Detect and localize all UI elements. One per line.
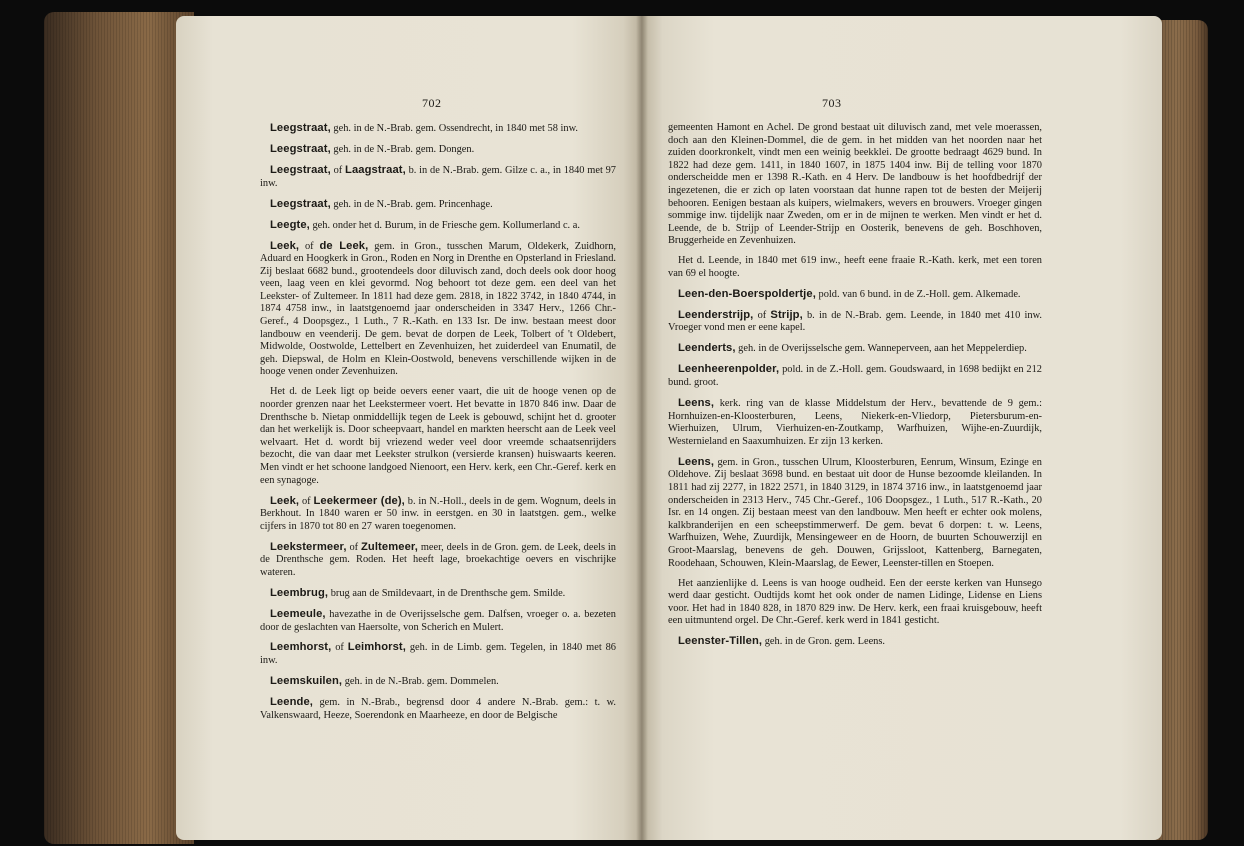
dictionary-entry	[260, 122, 616, 136]
entry-headword: Leen-den-Boerspoldertje,	[678, 287, 816, 300]
entry-text: gem. in Gron., tusschen Ulrum, Kloosterburen, Eenrum, Winsum, Ezinge en Oldehove. Zij beslaat 3698 bund. en bestaat uit door de Hunse bezoomde kleilanden. In 1811 had zij 2277, in 1822 2571, in 1840 3129, in 1874 3716 inw., in laatstgenoemd jaar onderscheiden in 2313 Herv., 745 Chr.-Geref., 106 Doopsgez., 1 Luth., 517 R.-Kath., 20 Isr. en 14 ongen. Zij bestaan meest van den landbouw. Men heeft er echter ook molens, kalkbranderijen en een scheepstimmerwerf. De gem. bevat 6 dorpen: t. w. Leens, Warfhuizen, Wehe, Zuurdijk, Mensingeweer en de Hoorn, de buurten Schouwerzijl en Groot-Maarslag, benevens de geh. Douwen, Grijssloot, Kattenberg, Barnegaten, Roodehaan, Schouwen, Klein-Maarslag, de Eewer, Leenster-tillen en Stoepen.	[668, 456, 1042, 569]
book-gutter	[636, 16, 648, 840]
dictionary-entry	[260, 219, 616, 233]
entry-headword: Leegstraat,	[270, 122, 331, 134]
entry-headword: Leekstermeer,	[270, 540, 347, 553]
entry-headword: Leegte,	[270, 218, 310, 231]
dictionary-entry	[260, 675, 616, 689]
entry-headword: Leemhorst,	[270, 641, 332, 654]
entry-headword: de Leek,	[319, 239, 369, 252]
entry-headword: Leegstraat,	[270, 142, 331, 155]
page-text	[260, 122, 616, 730]
entry-headword: Leekermeer (de),	[313, 494, 405, 507]
left-page-edges	[44, 12, 194, 844]
entry-headword: Leende,	[270, 696, 313, 709]
dictionary-entry	[668, 342, 1042, 356]
dictionary-entry	[668, 578, 1042, 628]
dictionary-entry	[260, 164, 616, 190]
dictionary-entry	[668, 288, 1042, 302]
entry-text: geh. in de Overijsselsche gem. Wanneperveen, aan het Meppelerdiep.	[735, 343, 1027, 355]
entry-text: of	[299, 495, 314, 507]
entry-text: brug aan de Smildevaart, in de Drenthsche gem. Smilde.	[328, 587, 566, 599]
entry-text: of	[753, 309, 771, 321]
entry-text: of	[330, 164, 346, 176]
dictionary-entry	[260, 608, 616, 634]
dictionary-entry	[260, 541, 616, 580]
entry-text: Het d. de Leek ligt op beide oevers eener vaart, die uit de hooge venen op de noorder grenzen naar het Leekstermeer voert. Het bevatte in 1870 846 inw. Daar de Drenthsche b. Nietap onmiddellijk tegen de Leek is gebouwd, schijnt het d. grooter dan het werkelijk is. Door scheepvaart, handel en markten heerscht aan de Leek veel welvaart. Het d. wordt bij vriezend weder veel door vreemde schaatsenrijders bezocht, die van daar met Leekster strulkon (versierde kransen) huiswaarts keeren. Men vindt er het schoone landgoed Nienoort, een Herv. kerk, een Chr.-Geref. kerk en een synagoge.	[260, 386, 616, 486]
page-number: 702	[422, 96, 442, 110]
entry-headword: Leegstraat,	[270, 163, 331, 176]
dictionary-entry	[668, 397, 1042, 448]
page-number: 703	[822, 96, 842, 110]
dictionary-entry	[668, 122, 1042, 248]
entry-text: gem. in N.-Brab., begrensd door 4 andere N.-Brab. gem.: t. w. Valkenswaard, Heeze, Soerendonk en Maarheeze, en door de Belgische	[260, 697, 616, 721]
dictionary-entry	[260, 641, 616, 667]
entry-headword: Leenderstrijp,	[678, 308, 754, 321]
entry-text: Het d. Leende, in 1840 met 619 inw., heeft eene fraaie R.-Kath. kerk, met een toren van 69 el hoogte.	[668, 255, 1042, 279]
entry-text: geh. in de Limb. gem. Tegelen, in 1840 met 86 inw.	[260, 642, 616, 667]
left-page	[176, 16, 642, 840]
dictionary-entry	[668, 456, 1042, 570]
dictionary-entry	[260, 386, 616, 487]
page-text	[668, 122, 1042, 656]
entry-text: of	[331, 642, 348, 654]
entry-headword: Leens,	[678, 455, 715, 468]
entry-headword: Leemskuilen,	[270, 675, 343, 688]
entry-text: pold. in de Z.-Holl. gem. Goudswaard, in 1698 bedijkt en 212 bund. groot.	[668, 364, 1042, 389]
entry-text: havezathe in de Overijsselsche gem. Dalfsen, vroeger o. a. bezeten door de geslachten van Haersolte, von Scherich en Mulert.	[260, 608, 616, 633]
dictionary-entry	[260, 198, 616, 212]
dictionary-entry	[260, 495, 616, 534]
entry-text: b. in N.-Holl., deels in de gem. Wognum, deels in Berkhout. In 1840 waren er 50 inw. in eerstgen. en 30 in laatstgen. gem., welke cijfers in 1870 tot 80 en 27 waren toegenomen.	[260, 495, 616, 532]
entry-headword: Leek,	[270, 239, 300, 252]
entry-text: geh. in de N.-Brab. gem. Princenhage.	[330, 198, 493, 210]
entry-headword: Leegstraat,	[270, 197, 331, 210]
dictionary-entry	[668, 255, 1042, 280]
entry-text: kerk. ring van de klasse Middelstum der Herv., bevattende de 9 gem.: Hornhuizen-en-Kloosterburen, Leens, Niekerk-en-Vliedorp, Pietersburum-en-Wierhuizen, Ulrum, Vierhuizen-en-Zoutkamp, Warfhuizen, Wijhe-en-Zuurdijk, Westernieland en Saaxumhuizen. Er zijn 13 kerken.	[668, 398, 1042, 447]
entry-text: gem. in Gron., tusschen Marum, Oldekerk, Zuidhorn, Aduard en Hoogkerk in Gron., Roden en Norg in Drenthe en Opsterland in Friesland. Zij beslaat 6682 bund., grootendeels door diluvisch zand, doch deels ook door hoog veen, laag veen en klei gevormd. Nog behoort tot deze gem. een deel van het Leekster- of Zultemeer. In 1811 had deze gem. 2818, in 1822 3742, in 1840 4744, in 1874 4758 inw., in laatstgenoemd jaar onderscheiden in 3347 Herv., 1266 Chr.-Geref., 4 Doopsgez., 1 Luth., 7 R.-Kath. en 133 Isr. De inw. bestaan meest door landbouw en veenderij. De gem. bevat de dorpen de Leek, Tolbert of 't Oldebert, Midwolde, Oostwolde, Lettelbert en Zevenhuizen, het zuiderdeel van Enumatil, de geh. Diepswal, de Holm en Klein-Oostwold, benevens verschillende wijken in de hooge venen onder Zevenhuizen.	[260, 240, 616, 378]
entry-text: geh. in de N.-Brab. gem. Ossendrecht, in 1840 met 58 inw.	[330, 123, 579, 134]
entry-headword: Leenheerenpolder,	[678, 363, 780, 376]
dictionary-entry	[668, 363, 1042, 389]
dictionary-entry	[260, 587, 616, 601]
entry-text: Het aanzienlijke d. Leens is van hooge oudheid. Een der eerste kerken van Hunsego werd daar gesticht. Oudtijds komt het ook onder de namen Lidinge, Lidense en Liens voor. Het had in 1840 828, in 1870 829 inw. De Herv. kerk, een fraai kruisgebouw, heeft een uitmuntend orgel. De Chr.-Geref. kerk werd in 1841 gesticht.	[668, 577, 1042, 627]
entry-text: geh. in de Gron. gem. Leens.	[762, 636, 886, 648]
entry-headword: Leenderts,	[678, 342, 736, 355]
entry-headword: Leenster-Tillen,	[678, 635, 763, 648]
dictionary-entry	[668, 309, 1042, 335]
entry-text: gemeenten Hamont en Achel. De grond bestaat uit diluvisch zand, met vele moerassen, doch aan den Kleinen-Dommel, die de gem. in het midden van het noorden naar het zuiden doorkronkelt, vindt men een weinig beekklei. De grootte bedraagt 4629 bund. In 1822 had deze gem. 1411, in 1840 1607, in 1875 1404 inw. Bij de telling voor 1870 onderscheidde men er 1398 R.-Kath. en 4 Herv. De landbouw is het hoofdbedrijf der ingezetenen, die er zich op laten voorstaan dat hunne rapen tot de besten der Meijerij behooren. Eenigen bestaan als kuipers, wielmakers, wevers en brouwers. Vroeger gingen sommige inw. tijdelijk naar Zweden, om er in de mijnen te werken. Men vindt er het d. Leende, de b. Strijp of Leender-Strijp en Oosterik, benevens de geh. Boschhoven, Bruggerheide en Zevenhuizen.	[668, 122, 1042, 247]
entry-headword: Leembrug,	[270, 586, 329, 599]
entry-text: b. in de N.-Brab. gem. Leende, in 1840 met 410 inw. Vroeger vond men er eene kapel.	[668, 309, 1042, 334]
entry-text: b. in de N.-Brab. gem. Gilze c. a., in 1840 met 97 inw.	[260, 164, 616, 189]
entry-text: geh. onder het d. Burum, in de Friesche gem. Kollumerland c. a.	[309, 219, 580, 231]
entry-text: geh. in de N.-Brab. gem. Dommelen.	[342, 676, 499, 688]
dictionary-entry	[260, 696, 616, 722]
dictionary-entry	[668, 635, 1042, 649]
entry-text: pold. van 6 bund. in de Z.-Holl. gem. Alkemade.	[815, 288, 1021, 300]
entry-headword: Leimhorst,	[347, 641, 406, 654]
entry-headword: Zultemeer,	[360, 540, 418, 553]
dictionary-entry	[260, 240, 616, 380]
dictionary-entry	[260, 143, 616, 157]
entry-headword: Leek,	[270, 494, 300, 507]
entry-text: of	[299, 240, 320, 252]
entry-text: geh. in de N.-Brab. gem. Dongen.	[330, 143, 475, 155]
entry-headword: Laagstraat,	[345, 163, 406, 176]
right-page	[642, 16, 1162, 840]
entry-headword: Leemeule,	[270, 607, 326, 620]
entry-headword: Strijp,	[770, 308, 803, 321]
entry-text: meer, deels in de Gron. gem. de Leek, deels in de Drenthsche gem. Roden. Het heeft lage, broekachtige oevers en vischrijke wateren.	[260, 541, 616, 578]
entry-text: of	[346, 541, 361, 553]
entry-headword: Leens,	[678, 397, 715, 410]
